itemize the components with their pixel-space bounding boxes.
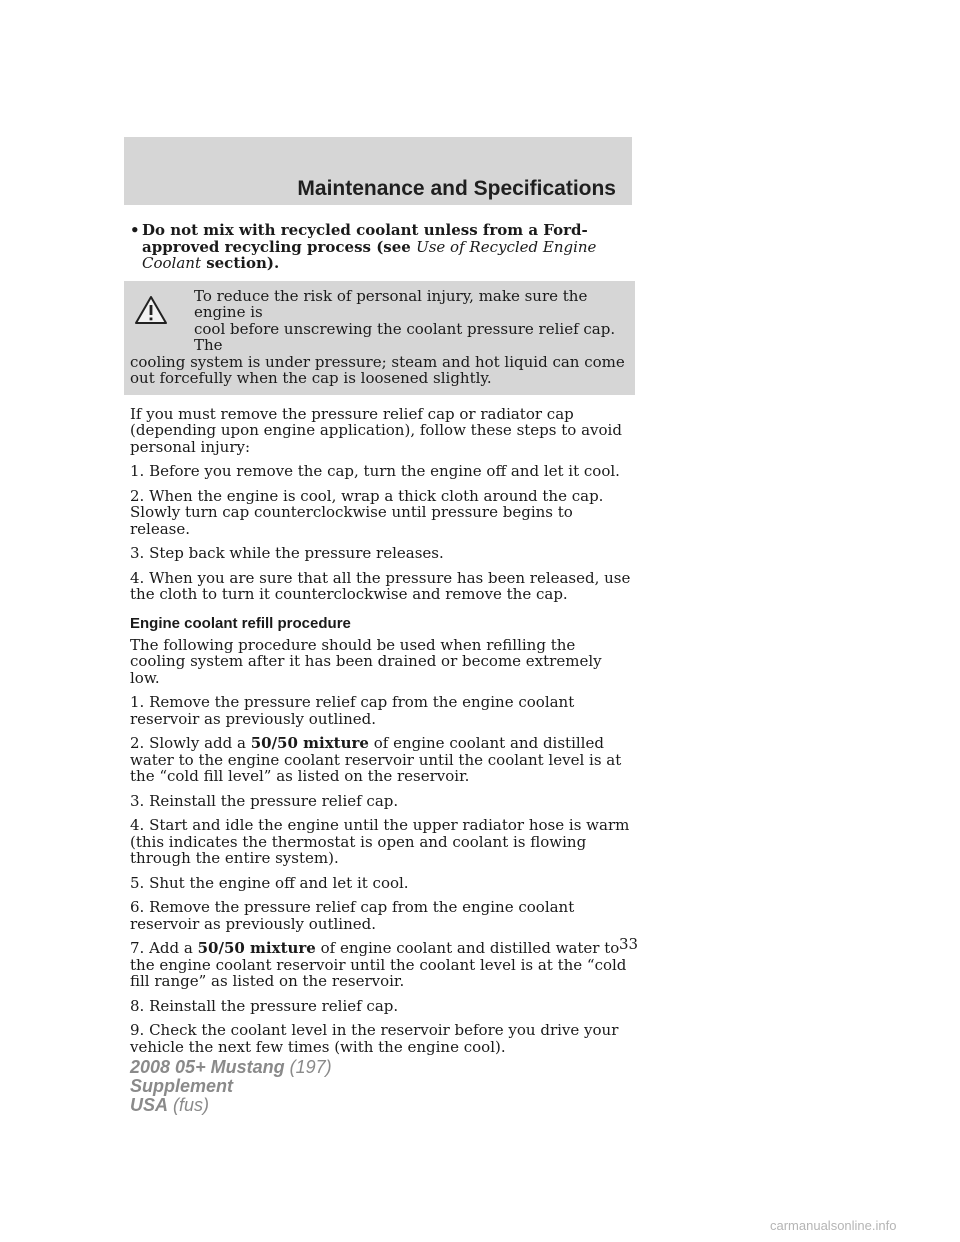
bullet-text: Do not mix with recycled coolant unless from a Ford-approved recycling process (see Use of Recycled Engine Coolant section). (142, 221, 597, 272)
refill-step-9: 9. Check the coolant level in the reservoir before you drive your vehicle the next few times (with the engine cool). (130, 1021, 619, 1056)
refill-heading: Engine coolant refill procedure (130, 614, 351, 632)
bullet-item (130, 222, 635, 272)
watermark: carmanualsonline.info (770, 1218, 897, 1233)
refill-step-1: 1. Remove the pressure relief cap from the engine coolant reservoir as previously outlined. (130, 693, 575, 728)
refill-step-8: 8. Reinstall the pressure relief cap. (130, 996, 399, 1015)
warning-triangle-icon (134, 295, 168, 325)
warning-box (124, 281, 635, 395)
page-content (130, 222, 635, 1055)
refill-step-6: 6. Remove the pressure relief cap from the engine coolant reservoir as previously outlined. (130, 898, 575, 933)
removal-step-1: 1. Before you remove the cap, turn the engine off and let it cool. (130, 462, 620, 480)
intro-paragraph: If you must remove the pressure relief cap or radiator cap (depending upon engine application), follow these steps to avoid personal injury: (130, 404, 622, 456)
footer-line-3: USA (fus) (130, 1095, 210, 1115)
refill-step-3: 3. Reinstall the pressure relief cap. (130, 791, 399, 810)
warning-line-1: To reduce the risk of personal injury, make sure the engine is (194, 286, 588, 321)
removal-step-3: 3. Step back while the pressure releases. (130, 544, 444, 562)
warning-text-rest: cooling system is under pressure; steam and hot liquid can come out forcefully when the cap is loosened slightly. (130, 352, 625, 387)
removal-step-2: 2. When the engine is cool, wrap a thick cloth around the cap. Slowly turn cap counterclockwise until pressure begins to release. (130, 486, 604, 538)
refill-step-5: 5. Shut the engine off and let it cool. (130, 873, 409, 892)
bullet-mark: • (130, 221, 140, 239)
removal-step-4: 4. When you are sure that all the pressure has been released, use the cloth to turn it counterclockwise and remove the cap. (130, 568, 631, 603)
refill-intro: The following procedure should be used when refilling the cooling system after it has been drained or become extremely low. (130, 635, 602, 687)
section-title: Maintenance and Specifications (297, 177, 616, 200)
page-number: 33 (619, 935, 639, 953)
footer-line-1: 2008 05+ Mustang (197) (130, 1057, 332, 1077)
cross-reference-link[interactable]: Use of Recycled Engine Coolant (142, 237, 597, 272)
footer (130, 1058, 332, 1115)
refill-step-4: 4. Start and idle the engine until the upper radiator hose is warm (this indicates the thermostat is open and coolant is flowing through the entire system). (130, 816, 630, 867)
warning-line-2: cool before unscrewing the coolant pressure relief cap. The (194, 319, 616, 354)
refill-step-7: 7. Add a 50/50 mixture of engine coolant and distilled water to the engine coolant reservoir until the coolant level is at the “cold fill range” as listed on the reservoir. (130, 939, 627, 990)
refill-step-2: 2. Slowly add a 50/50 mixture of engine coolant and distilled water to the engine coolant reservoir until the coolant level is at the “cold fill level” as listed on the reservoir. (130, 734, 622, 785)
section-header-band (124, 137, 632, 205)
footer-line-2: Supplement (130, 1076, 234, 1096)
